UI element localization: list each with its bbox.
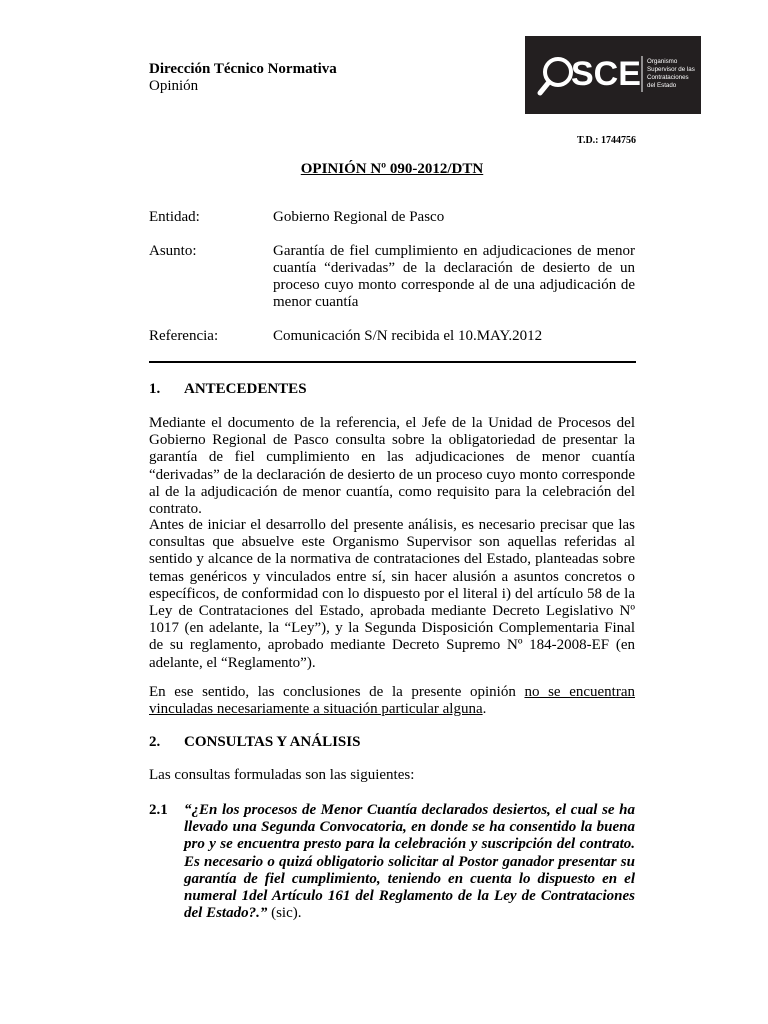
- logo-caption-line: Supervisor de las: [647, 66, 695, 73]
- asunto-value: Garantía de fiel cumplimiento en adjudicaciones de menor cuantía “derivadas” de la declaración de desierto de un proceso cuyo monto corresponde al de una adjudicación de menor cuantía: [273, 243, 635, 310]
- section-heading: CONSULTAS Y ANÁLISIS: [184, 734, 361, 750]
- consultas-intro: Las consultas formuladas son las siguientes:: [149, 767, 415, 783]
- antecedentes-paragraph-1: Mediante el documento de la referencia, el Jefe de la Unidad de Procesos del Gobierno Regional de Pasco consulta sobre la obligatoriedad de presentar la garantía de fiel cumplimiento en las adjudicaciones de menor cuantía “derivadas” de la declaración de desierto de un proceso cuyo monto corresponde al de la adjudicación de menor cuantía, como requisito para la celebración del contrato.: [149, 415, 635, 518]
- osce-logo: [525, 36, 701, 114]
- question-quote: “¿En los procesos de Menor Cuantía declarados desiertos, el cual se ha llevado una Segunda Convocatoria, en donde se ha consentido la buena pro y se encuentra presto para la celebración y suscripción del contrato. Es necesario o quizá obligatorio solicitar al Postor ganador presentar su garantía de fiel cumplimiento, teniendo en cuenta lo dispuesto en el numeral 1del Artículo 161 del Reglamento de la Ley de Contrataciones del Estado?.”: [184, 802, 635, 922]
- question-text: [184, 802, 635, 922]
- section-number: 1.: [149, 381, 161, 397]
- department-title: Dirección Técnico Normativa: [149, 61, 337, 77]
- logo-caption-line: Contrataciones: [647, 74, 689, 81]
- antecedentes-paragraph-3: [149, 684, 635, 718]
- referencia-value: Comunicación S/N recibida el 10.MAY.2012: [273, 328, 543, 344]
- antecedentes-paragraph-2: Antes de iniciar el desarrollo del presente análisis, es necesario precisar que las consultas que absuelve este Organismo Supervisor son aquellas referidas al sentido y alcance de la normativa de contrataciones del Estado, planteadas sobre temas genéricos y vinculados entre sí, sin hacer alusión a asuntos concretos o específicos, de conformidad con lo dispuesto por el literal i) del artículo 58 de la Ley de Contrataciones del Estado, aprobada mediante Decreto Legislativo Nº 1017 (en adelante, la “Ley”), y la Segunda Disposición Complementaria Final de su reglamento, aprobado mediante Decreto Supremo Nº 184-2008-EF (en adelante, el “Reglamento”).: [149, 517, 635, 671]
- asunto-label: Asunto:: [149, 243, 197, 259]
- magnifier-icon: [525, 36, 701, 114]
- entidad-label: Entidad:: [149, 209, 200, 225]
- paragraph-text: .: [482, 701, 487, 718]
- logo-wordmark: SCE: [571, 55, 641, 93]
- logo-caption-line: Organismo: [647, 58, 678, 65]
- underlined-emphasis: no se encuentran vinculadas necesariamente a situación particular alguna: [149, 684, 635, 718]
- document-type: Opinión: [149, 78, 199, 94]
- logo-caption-line: del Estado: [647, 82, 677, 89]
- section-number: 2.: [149, 734, 161, 750]
- paragraph-text: En ese sentido, las conclusiones de la presente opinión: [149, 684, 525, 700]
- question-sic: (sic).: [267, 905, 302, 922]
- referencia-label: Referencia:: [149, 328, 219, 344]
- section-heading: ANTECEDENTES: [184, 381, 307, 397]
- opinion-title: OPINIÓN Nº 090-2012/DTN: [300, 161, 484, 177]
- entidad-value: Gobierno Regional de Pasco: [273, 209, 445, 225]
- divider: [149, 361, 636, 363]
- question-number: 2.1: [149, 802, 168, 818]
- td-number: T.D.: 1744756: [577, 135, 636, 146]
